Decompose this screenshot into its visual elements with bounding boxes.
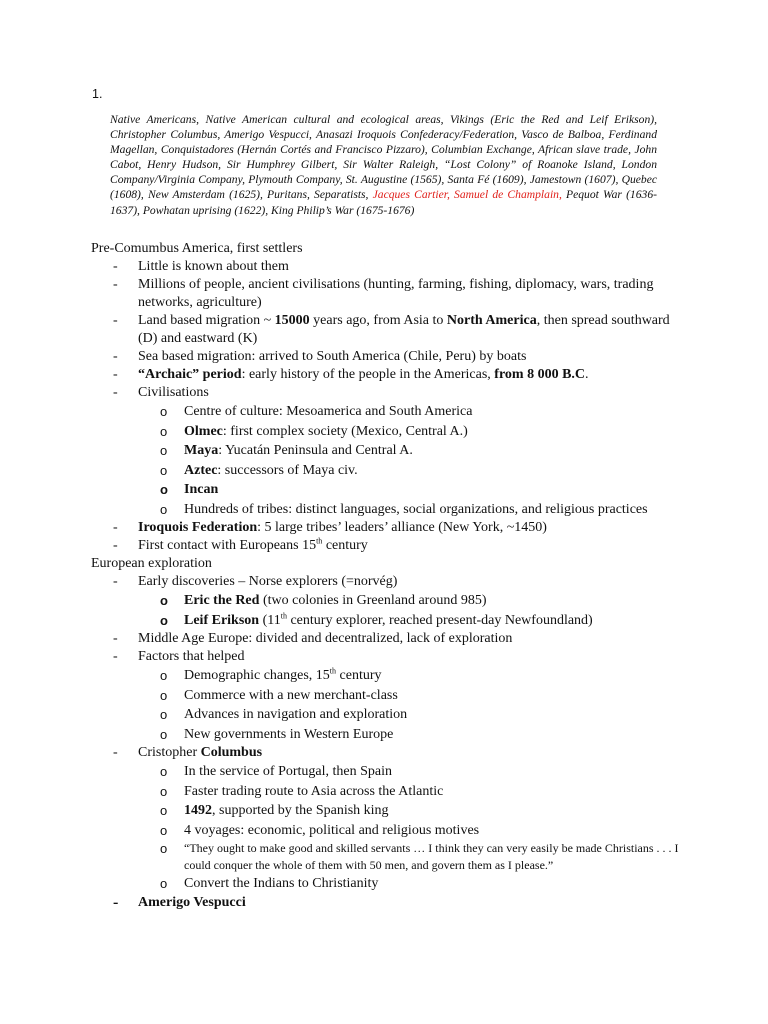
circle-bullet: o <box>160 764 168 779</box>
circle-bullet: o <box>160 687 168 703</box>
item-text: (two colonies in Greenland around 985) <box>259 593 487 608</box>
list-item <box>91 276 691 312</box>
list-item <box>91 258 691 276</box>
item-bold: North America <box>446 313 537 328</box>
intro-text-highlighted: Jacques Cartier, Samuel de Champlain, <box>372 188 562 202</box>
item-text: years ago, from Asia to <box>309 313 447 328</box>
dash-bullet: - <box>113 259 118 274</box>
item-text: . <box>585 367 589 382</box>
sub-list-item <box>91 874 691 894</box>
item-text: Civilisations <box>138 385 209 400</box>
item-text: : 5 large tribes’ leaders’ alliance (New York, ~1450) <box>257 520 547 535</box>
item-text: , then spread southward (D) and eastward (K) <box>138 313 670 346</box>
sub-list-item <box>91 666 691 686</box>
list-item <box>91 630 691 648</box>
list-item <box>91 573 691 591</box>
list-item <box>91 537 691 555</box>
sub-list-item <box>91 782 691 802</box>
sub-list-item <box>91 500 691 520</box>
superscript: th <box>316 536 323 546</box>
dash-bullet: - <box>113 349 118 364</box>
section-heading-european-exploration: European exploration <box>91 556 212 571</box>
sub-list-item <box>91 821 691 841</box>
item-text: century explorer, reached present-day Newfoundland) <box>286 612 593 628</box>
item-text: century <box>322 538 368 553</box>
item-text: : successors of Maya civ. <box>217 462 358 478</box>
circle-bullet: o <box>160 707 168 722</box>
list-item <box>91 366 691 384</box>
sub-list-item-quote <box>91 840 691 874</box>
item-text: Centre of culture: Mesoamerica and South America <box>184 404 473 419</box>
dash-bullet: - <box>113 538 118 553</box>
sub-list-item <box>91 591 691 611</box>
item-text: Middle Age Europe: divided and decentralized, lack of exploration <box>138 631 513 646</box>
item-text: Demographic changes, 15 <box>184 668 330 683</box>
item-bold: Amerigo Vespucci <box>138 894 246 910</box>
dash-bullet: - <box>113 631 118 646</box>
sub-list-item <box>91 686 691 706</box>
circle-bullet: o <box>160 876 168 891</box>
sub-list-item <box>91 762 691 782</box>
circle-bullet: o <box>160 462 168 478</box>
sub-list-item <box>91 611 691 631</box>
item-text: In the service of Portugal, then Spain <box>184 764 393 779</box>
intro-text-1: Native Americans, Native American cultural and ecological areas, Vikings (Eric the Red and Leif Erikson), Christopher Columbus, Amerigo Vespucci, Anasazi Iroquois Confederacy/Federation, Vasco de Balboa, Ferdinand Magellan, Conquistadores (Hernán Cortés and Francisco Pizzaro), Columbian Exchange, African slave trade, John Cabot, Henry Hudson, Sir Humphrey Gilbert, Sir Walter Raleigh, “Lost Colony” of Roanoke Island, London Company/Virginia Company, Plymouth Company, St. Augustine (1565), Santa Fé (1609), Jamestown (1607), Quebec (1608), New Amsterdam (1625), Puritans, Separatists, <box>110 113 657 202</box>
item-text: , supported by the Spanish king <box>212 803 389 818</box>
dash-bullet: - <box>113 745 118 760</box>
item-bold: “Archaic” period <box>138 367 242 382</box>
page-number: 1. <box>92 87 103 101</box>
circle-bullet: o <box>160 803 168 818</box>
list-item <box>91 348 691 366</box>
sub-list-item <box>91 422 691 442</box>
list-item <box>91 312 691 348</box>
circle-bullet: o <box>160 501 168 517</box>
item-bold: from 8 000 B.C <box>494 367 586 382</box>
item-text: Little is known about them <box>138 259 289 274</box>
circle-bullet: o <box>160 783 168 799</box>
dash-bullet: - <box>113 574 118 589</box>
item-bold: Columbus <box>200 745 263 760</box>
circle-bullet: o <box>160 726 168 742</box>
item-text: First contact with Europeans 15 <box>138 538 317 553</box>
sub-list-item <box>91 461 691 481</box>
item-text: Land based migration ~ <box>138 313 275 328</box>
item-text: Hundreds of tribes: distinct languages, social organizations, and religious practices <box>184 501 648 517</box>
sub-list-item <box>91 705 691 725</box>
item-text: : first complex society (Mexico, Central A.) <box>222 423 468 439</box>
notes-body <box>91 240 691 912</box>
item-bold: Incan <box>184 482 219 497</box>
sub-list-item <box>91 801 691 821</box>
item-bold: 15000 <box>274 313 310 328</box>
circle-bullet: o <box>160 423 168 439</box>
item-text: Factors that helped <box>138 649 245 664</box>
circle-bullet: o <box>160 841 168 856</box>
intro-text-2: Pequot War (1636-1637), Powhatan uprising (1622), King Philip’s War (1675-1676) <box>110 188 657 217</box>
list-item <box>91 384 691 402</box>
item-text: “They ought to make good and skilled servants … I think they can very easily be made Christians . . . I could conquer the whole of them with 50 men, and govern them as I please.” <box>184 841 679 872</box>
list-item <box>91 648 691 666</box>
section-heading-precolumbus: Pre-Comumbus America, first settlers <box>91 241 303 256</box>
item-text: New governments in Western Europe <box>184 726 394 742</box>
sub-list-item <box>91 441 691 461</box>
item-text: Early discoveries – Norse explorers (=norvég) <box>138 574 398 589</box>
dash-bullet: - <box>113 649 118 664</box>
dash-bullet: - <box>113 893 119 911</box>
item-text: (11 <box>259 612 281 628</box>
superscript: th <box>329 666 337 676</box>
dash-bullet: - <box>113 385 118 400</box>
dash-bullet: - <box>113 367 118 382</box>
list-item <box>91 894 691 912</box>
item-bold: Aztec <box>184 462 218 478</box>
dash-bullet: - <box>113 313 118 328</box>
list-item <box>91 519 691 537</box>
item-text: Convert the Indians to Christianity <box>184 876 379 891</box>
item-text: Sea based migration: arrived to South America (Chile, Peru) by boats <box>138 349 527 364</box>
item-bold: Iroquois Federation <box>138 520 258 535</box>
item-bold: Olmec <box>184 423 223 439</box>
item-text: Commerce with a new merchant-class <box>184 687 398 703</box>
circle-bullet: o <box>160 612 168 628</box>
item-text: : Yucatán Peninsula and Central A. <box>218 443 413 458</box>
item-text: 4 voyages: economic, political and religious motives <box>184 822 480 838</box>
sub-list-item <box>91 480 691 500</box>
circle-bullet: o <box>160 404 168 419</box>
item-text: : early history of the people in the Americas, <box>241 367 495 382</box>
circle-bullet: o <box>160 822 168 838</box>
superscript: th <box>280 610 287 620</box>
circle-bullet: o <box>160 668 168 683</box>
list-item <box>91 744 691 762</box>
sub-list-item <box>91 402 691 422</box>
circle-bullet: o <box>160 443 168 458</box>
item-bold: Eric the Red <box>184 593 260 608</box>
dash-bullet: - <box>113 520 118 535</box>
circle-bullet: o <box>160 482 168 497</box>
intro-keywords <box>110 112 657 218</box>
item-text: Faster trading route to Asia across the Atlantic <box>184 783 444 799</box>
item-text: Cristopher <box>138 745 201 760</box>
item-bold: Leif Erikson <box>184 612 260 628</box>
item-bold: Maya <box>184 443 219 458</box>
circle-bullet: o <box>160 593 168 608</box>
dash-bullet: - <box>113 277 118 292</box>
sub-list-item <box>91 725 691 745</box>
item-bold: 1492 <box>184 803 212 818</box>
item-text: Advances in navigation and exploration <box>184 707 408 722</box>
item-text: century <box>336 668 382 683</box>
item-text: Millions of people, ancient civilisations (hunting, farming, fishing, diplomacy, wars, trading networks, agriculture) <box>138 277 654 310</box>
